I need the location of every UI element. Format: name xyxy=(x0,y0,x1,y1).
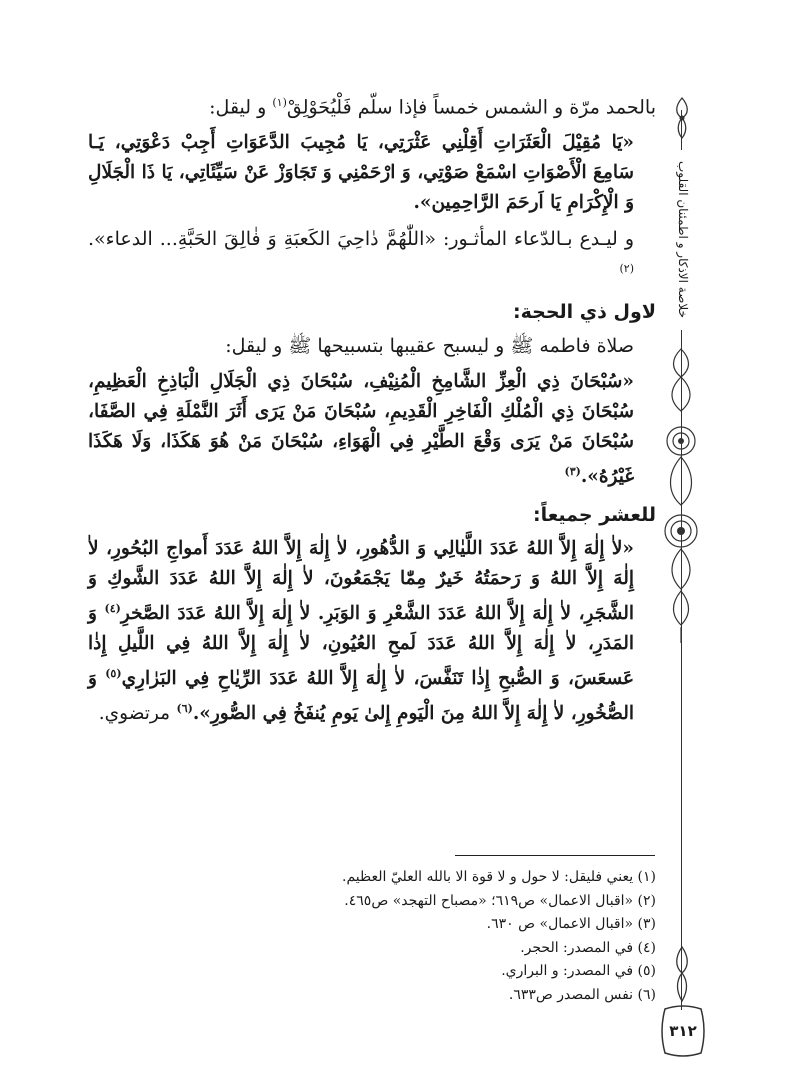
supplication-2-text: «سُبْحَانَ ذِي الْعِزِّ الشَّامِخِ الْمُنِيْفِ، سُبْحَانَ ذِي الْجَلَالِ الْبَاذِخِ الْعَظِيمِ، سُبْحَانَ ذِي الْمُلْكِ الْفَاخِرِ الْقَدِيمِ، سُبْحَانَ مَنْ يَرَى أَثَرَ النَّمْلَةِ فِي الصَّفَا، سُبْحَانَ مَنْ يَرَى وَقْعَ الطَّيْرِ فِي الْهَوَاءِ، سُبْحَانَ مَنْ هُوَ هَكَذَا، وَلَا هَكَذَا غَيْرُهُ». xyxy=(88,370,634,487)
footnote-ref-1: (١) xyxy=(272,96,287,109)
footnote-1: (١) يعني فليقل: لا حول و لا قوة الا بالله العليّ العظيم. xyxy=(342,869,656,885)
footnote-5: (٥) في المصدر: و البراري. xyxy=(501,963,656,979)
dua-mathur-text: و ليـدع بـالدّعاء المأثـور: «اللّٰهُمَّ دٰاحِيَ الكَعبَةِ وَ فٰالِقَ الحَبَّةِ... الدعاء». xyxy=(88,228,634,251)
supplication-3-part-b: وَ المَدَرِ، لاٰ إِلٰهَ إِلاَّ اللهُ عَدَدَ لَمحِ العُيُونِ، لاٰ إِلٰهَ إِلاَّ اللهُ فِي اللَّيلِ إِذٰا عَسعَسَ، وَ الصُّبحِ إِذٰا تَنَفَّسَ، لاٰ إِلٰهَ إِلاَّ اللهُ عَدَدَ الرِّيٰاحِ فِي البَرٰارِي xyxy=(88,602,634,690)
footnote-6: (٦) نفس المصدر ص٦٣٣. xyxy=(508,986,656,1003)
footnote-4: (٤) في المصدر: الحجر. xyxy=(520,939,656,956)
running-title: خلاصة الاذكار و اطمئنان القلوب xyxy=(670,150,696,330)
footnote-ref-2: (٢) xyxy=(619,262,634,276)
footnote-divider xyxy=(455,855,655,856)
footnote-ref-6: (٦) xyxy=(176,702,193,716)
supplication-3-part-a: «لاٰ إِلٰهَ إِلاَّ اللهُ عَدَدَ اللَّيٰالِي وَ الدُّهُورِ، لاٰ إِلٰهَ إِلاَّ اللهُ عَدَدَ أَمواجِ البُحُورِ، لاٰ إِلٰهَ إِلاَّ اللهُ وَ رَحمَتُهُ خَيرٌ مِمّٰا يَجْمَعُونَ، لاٰ إِلٰهَ إِلاَّ اللهُ عَدَدَ الشَّوكِ وَ الشَّجَرِ، لاٰ إِلٰهَ إِلاَّ اللهُ عَدَدَ الشَّعْرِ وَ الوَبَرِ. لاٰ إِلٰهَ إِلاَّ اللهُ عَدَدَ الصَّخرِ xyxy=(88,537,634,624)
rosette-ornament-icon xyxy=(663,345,699,645)
footnotes xyxy=(240,866,656,1007)
page-number: ٣١٢ xyxy=(669,1022,697,1040)
footnote-ref-3: (٣) xyxy=(564,464,581,478)
supplication-3-end: مرتضوي. xyxy=(98,703,171,725)
footnote-ref-5: (٥) xyxy=(105,666,122,680)
supplication-2 xyxy=(88,367,656,492)
intro-text: بالحمد مرّة و الشمس خمساً فإذا سلّم فَلْيُحَوْلِقْ xyxy=(286,96,656,119)
main-text xyxy=(88,88,656,735)
paragraph-dua-mathur xyxy=(88,224,656,288)
paragraph-intro xyxy=(88,88,656,122)
footnote-2: (٢) «اقبال الاعمال» ص٦١٩؛ «مصباح التهجد» ص٤٦٥. xyxy=(344,892,656,909)
footnote-ref-4: (٤) xyxy=(104,601,121,615)
paragraph-fatima-prayer: صلاة فاطمه ﷺ و ليسبح عقيبها بتسبيحها ﷺ و ليقل: xyxy=(225,334,634,357)
supplication-3 xyxy=(88,534,656,729)
heading-first-dhulhijja: لاول ذي الحجة: xyxy=(513,300,656,323)
footnote-3: (٣) «اقبال الاعمال» ص ٦٣٠. xyxy=(486,916,656,932)
heading-ten-days: للعشر جميعاً: xyxy=(532,503,656,526)
bottom-flourish-icon xyxy=(665,945,699,1005)
supplication-1: «يَا مُقِيْلَ الْعَثَرَاتِ أَقِلْنِي عَثْرَتِي، يَا مُجِيبَ الدَّعَوَاتِ أَجِبْ دَعْوَتِي، يَـا سَامِعَ الْأَصْوَاتِ اسْمَعْ صَوْتِي، وَ ارْحَمْنِي وَ تَجَاوَزْ عَنْ سَيِّئَاتِي، يَا ذَا الْجَلَالِ وَ الْإِكْرَامِ يَا اَرحَمَ الرَّاحِمِين». xyxy=(88,132,634,214)
supplication-3-part-c: وَ الصُّخُورِ، لاٰ إِلٰهَ إِلاَّ اللهُ مِنَ الْيَومِ إِلىٰ يَومِ يُنفَخُ فِي الصُّورِ». xyxy=(88,668,634,725)
intro-end: و ليقل: xyxy=(209,96,267,119)
top-flourish-icon xyxy=(665,96,699,140)
